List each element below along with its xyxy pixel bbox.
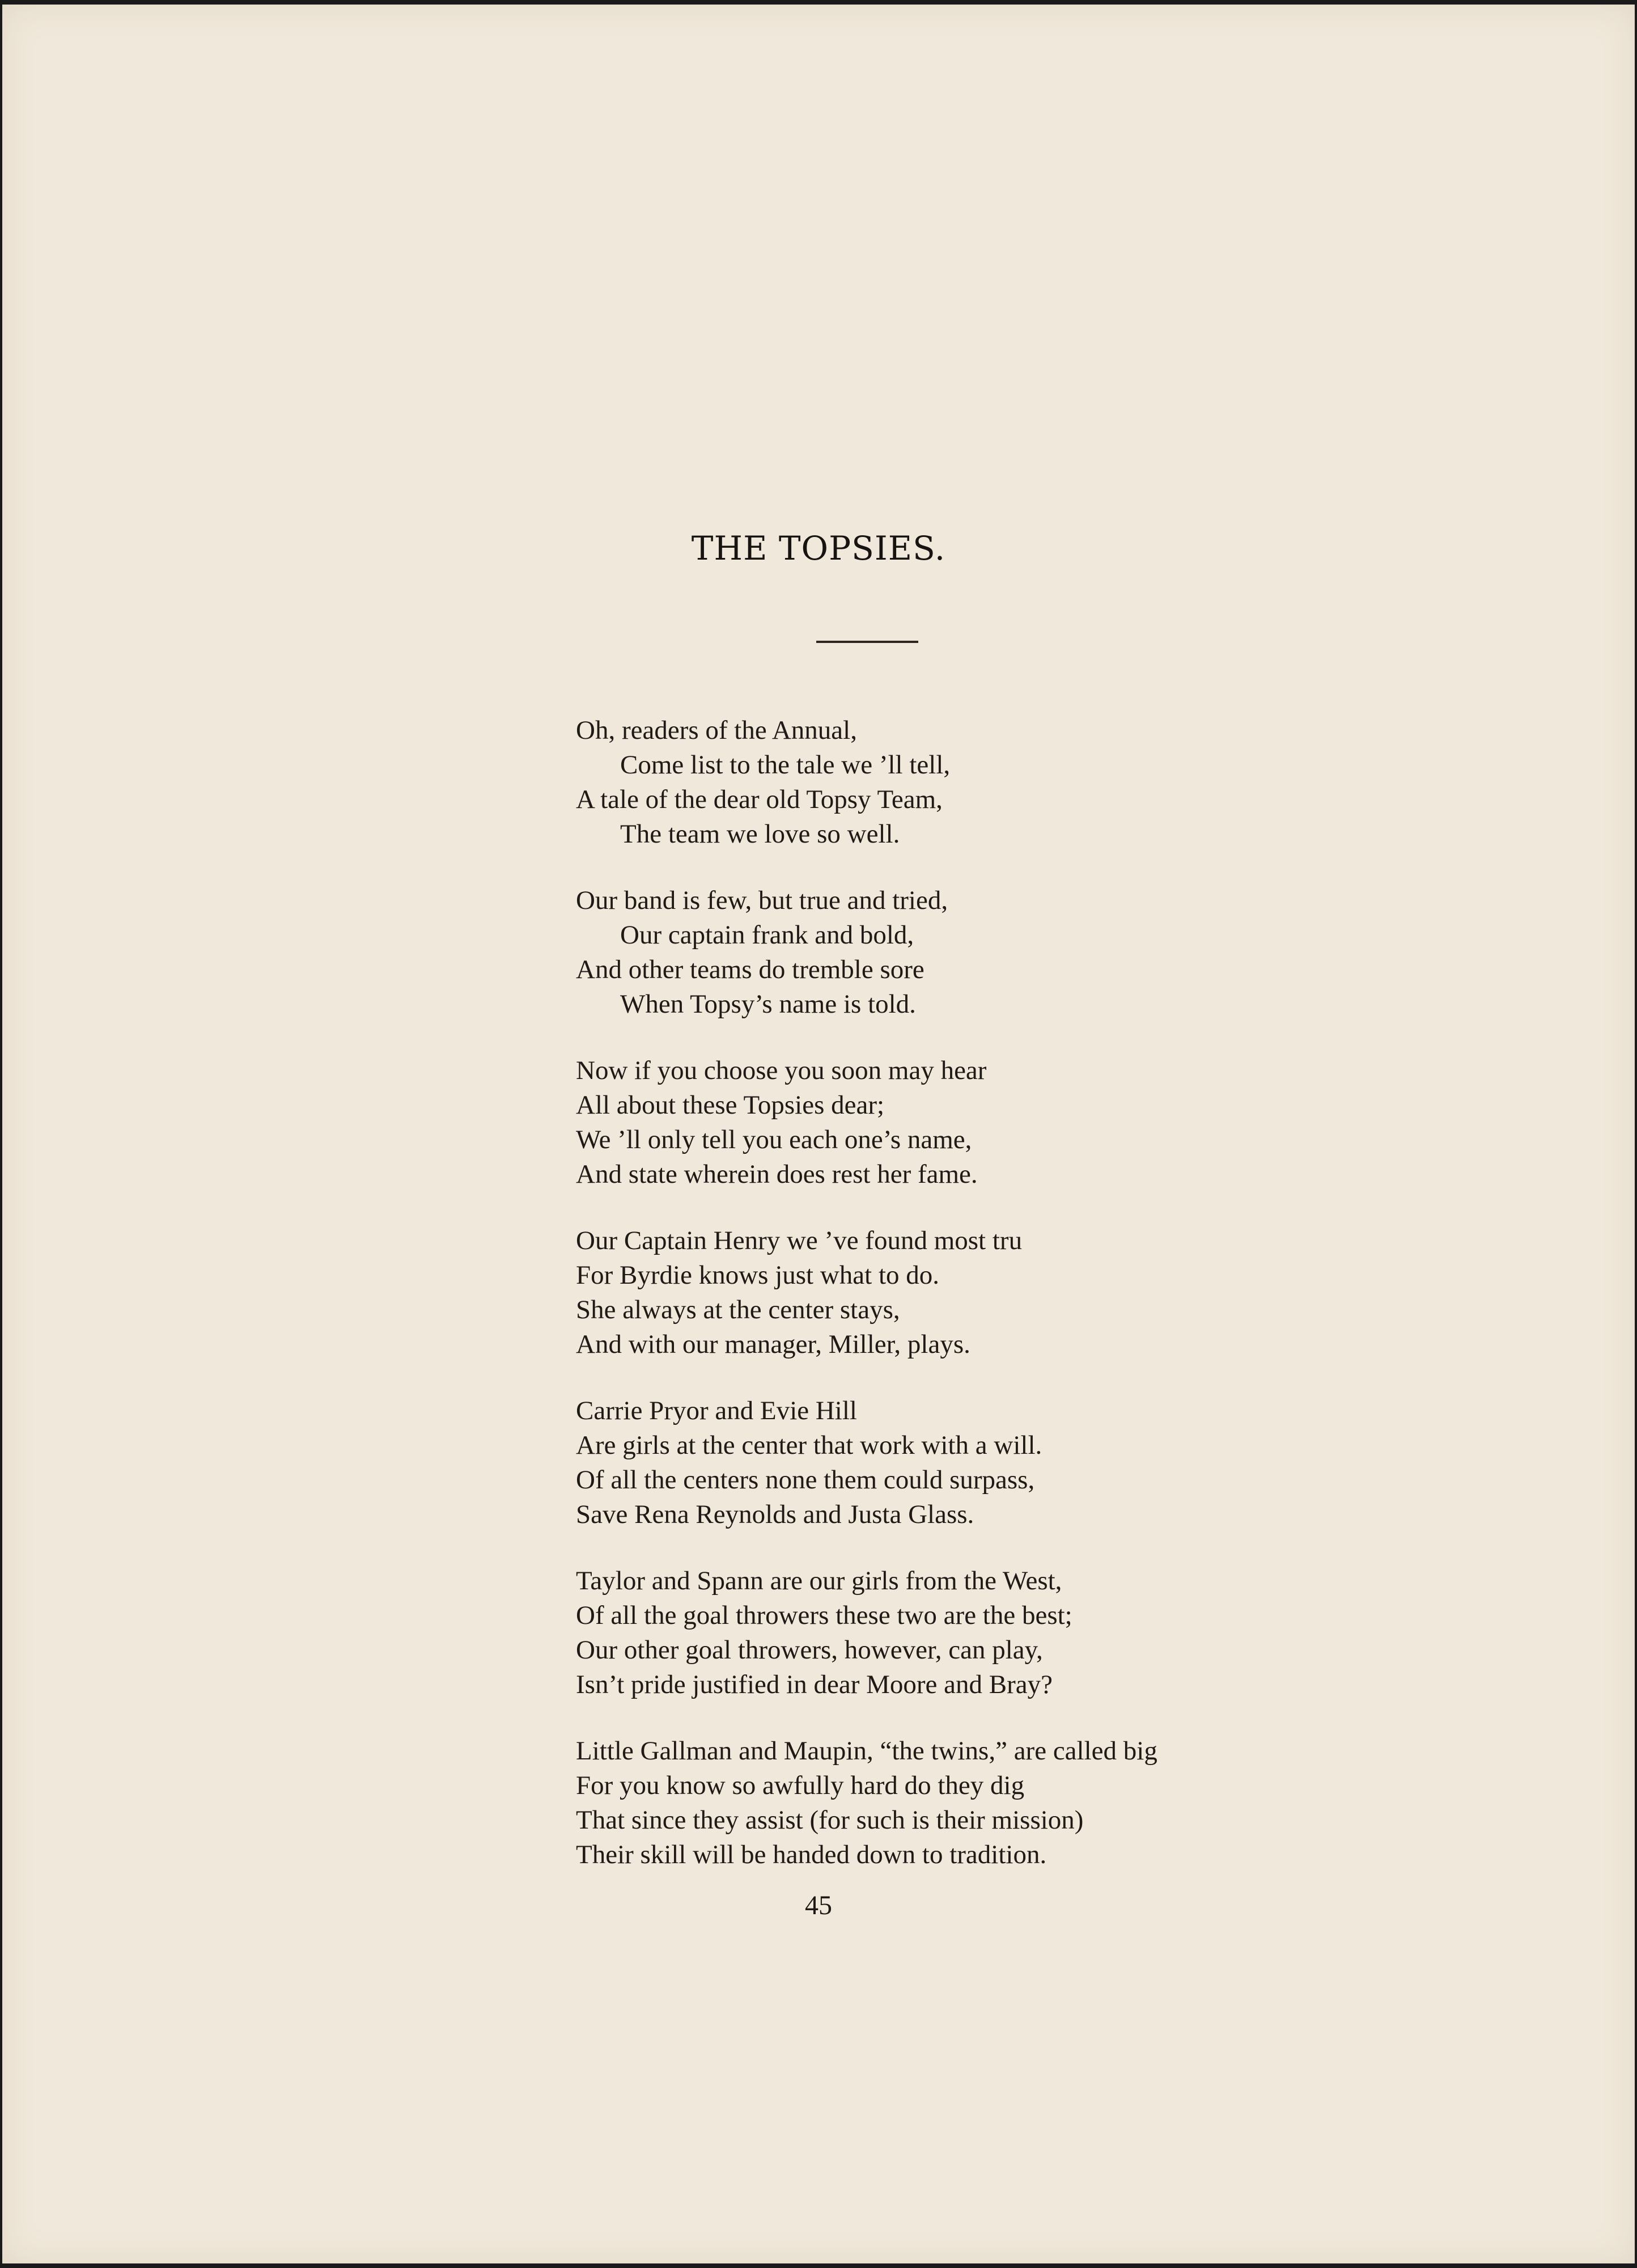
poem-line: Our band is few, but true and tried, [576, 886, 948, 915]
title-divider [816, 641, 918, 643]
poem-line: Come list to the tale we ’ll tell, [620, 750, 951, 780]
poem-line: And with our manager, Miller, plays. [576, 1330, 970, 1359]
poem-line: And state wherein does rest her fame. [576, 1160, 978, 1189]
poem-line: Of all the centers none them could surpass, [576, 1465, 1035, 1495]
poem-line: For you know so awfully hard do they dig [576, 1771, 1025, 1800]
stanza [576, 1564, 1324, 1702]
poem-line: Our other goal throwers, however, can play, [576, 1635, 1043, 1665]
poem-line: That since they assist (for such is their mission) [576, 1805, 1084, 1835]
poem-line: Of all the goal throwers these two are the best; [576, 1601, 1072, 1630]
poem-line: And other teams do tremble sore [576, 955, 924, 984]
poem-line: Their skill will be handed down to tradition. [576, 1840, 1047, 1869]
poem-line: We ’ll only tell you each one’s name, [576, 1125, 972, 1154]
poem-line: She always at the center stays, [576, 1295, 900, 1325]
poem-line: Our captain frank and bold, [620, 920, 914, 950]
stanza [576, 1734, 1324, 1872]
poem-line: When Topsy’s name is told. [620, 989, 916, 1019]
poem-line: Are girls at the center that work with a will. [576, 1431, 1042, 1460]
poem-line: Taylor and Spann are our girls from the West, [576, 1566, 1062, 1596]
poem-line: Little Gallman and Maupin, “the twins,” are called big [576, 1736, 1157, 1766]
poem-line: Oh, readers of the Annual, [576, 716, 857, 745]
poem-line: Isn’t pride justified in dear Moore and Bray? [576, 1670, 1053, 1699]
page-number: 45 [805, 1890, 832, 1920]
poem-line: A tale of the dear old Topsy Team, [576, 785, 943, 814]
poem-line: For Byrdie knows just what to do. [576, 1260, 940, 1290]
poem-line: Our Captain Henry we ’ve found most tru [576, 1226, 1023, 1255]
poem-line: Now if you choose you soon may hear [576, 1056, 987, 1085]
stanza [576, 1394, 1324, 1532]
page-title: THE TOPSIES. [691, 529, 946, 568]
poem-line: Carrie Pryor and Evie Hill [576, 1396, 857, 1425]
poem-line: Save Rena Reynolds and Justa Glass. [576, 1500, 974, 1529]
stanza [576, 713, 1324, 852]
poem-line: All about these Topsies dear; [576, 1090, 885, 1120]
stanza [576, 1224, 1324, 1362]
stanza [576, 1053, 1324, 1192]
stanza [576, 883, 1324, 1022]
page [2, 5, 1635, 2263]
poem [576, 713, 1324, 1904]
poem-line: The team we love so well. [620, 819, 900, 849]
